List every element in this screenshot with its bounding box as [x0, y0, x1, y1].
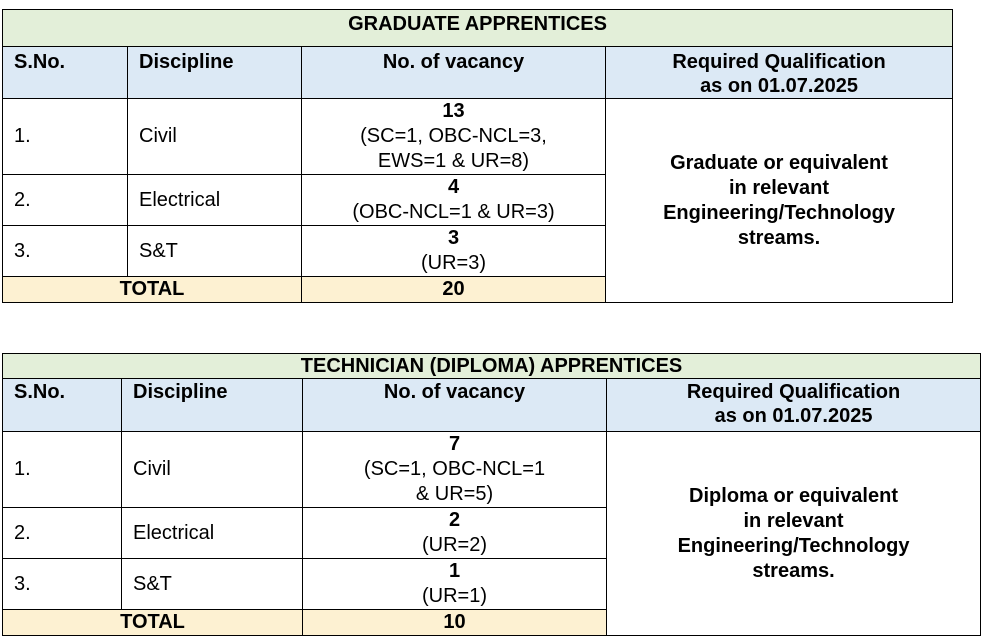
vacancy-count: 3: [447, 227, 460, 249]
header-qualification-line2: as on 01.07.2025: [714, 405, 873, 427]
row-sno: 3.: [3, 559, 122, 610]
table-title: GRADUATE APPRENTICES: [3, 10, 953, 47]
qualification-line: streams.: [737, 226, 821, 249]
row-vacancy: [303, 508, 607, 559]
header-sno: S.No.: [3, 47, 128, 99]
header-qualification: [607, 379, 981, 432]
header-vacancy: No. of vacancy: [302, 47, 606, 99]
graduate-apprentices-table: [2, 9, 953, 303]
vacancy-count: 2: [448, 509, 461, 531]
qualification-cell: [607, 432, 981, 636]
qualification-line: Engineering/Technology: [677, 534, 910, 557]
qualification-line: in relevant: [743, 509, 844, 532]
row-discipline: Electrical: [122, 508, 303, 559]
vacancy-breakdown: (SC=1, OBC-NCL=1: [363, 458, 546, 480]
row-discipline: Civil: [128, 99, 302, 175]
row-vacancy: [303, 432, 607, 508]
header-qualification-line1: Required Qualification: [686, 381, 901, 403]
row-sno: 2.: [3, 175, 128, 226]
vacancy-breakdown: & UR=5): [415, 483, 494, 505]
table-title: TECHNICIAN (DIPLOMA) APPRENTICES: [3, 354, 981, 379]
row-vacancy: [303, 559, 607, 610]
row-sno: 1.: [3, 99, 128, 175]
qualification-line: streams.: [752, 559, 835, 582]
header-sno: S.No.: [3, 379, 122, 432]
row-vacancy: [302, 99, 606, 175]
vacancy-breakdown: (UR=2): [421, 534, 487, 556]
row-discipline: Electrical: [128, 175, 302, 226]
header-qualification-line2: as on 01.07.2025: [700, 75, 858, 97]
row-vacancy: [302, 226, 606, 277]
header-vacancy: No. of vacancy: [303, 379, 607, 432]
total-label: TOTAL: [3, 610, 303, 636]
row-discipline: S&T: [128, 226, 302, 277]
total-value: 10: [303, 610, 607, 636]
row-discipline: S&T: [122, 559, 303, 610]
qualification-line: in relevant: [728, 176, 830, 199]
header-qualification: [606, 47, 953, 99]
table-row: [3, 432, 981, 508]
technician-apprentices-table: [2, 353, 981, 636]
table-row: [3, 99, 953, 175]
qualification-line: Graduate or equivalent: [670, 151, 888, 174]
vacancy-breakdown: (UR=3): [420, 252, 486, 274]
header-discipline: Discipline: [128, 47, 302, 99]
vacancy-breakdown: (OBC-NCL=1 & UR=3): [352, 201, 555, 223]
vacancy-breakdown: (UR=1): [421, 585, 487, 607]
vacancy-count: 13: [442, 100, 465, 122]
total-label: TOTAL: [3, 277, 302, 303]
qualification-line: Engineering/Technology: [663, 201, 895, 224]
header-discipline: Discipline: [122, 379, 303, 432]
row-sno: 2.: [3, 508, 122, 559]
vacancy-count: 1: [448, 560, 461, 582]
row-sno: 3.: [3, 226, 128, 277]
vacancy-breakdown: (SC=1, OBC-NCL=3,: [360, 125, 547, 147]
vacancy-count: 7: [448, 433, 461, 455]
qualification-cell: [606, 99, 953, 303]
qualification-line: Diploma or equivalent: [689, 484, 898, 507]
header-qualification-line1: Required Qualification: [672, 51, 886, 73]
row-sno: 1.: [3, 432, 122, 508]
total-value: 20: [302, 277, 606, 303]
vacancy-count: 4: [447, 176, 460, 198]
vacancy-breakdown: EWS=1 & UR=8): [377, 150, 530, 172]
row-discipline: Civil: [122, 432, 303, 508]
row-vacancy: [302, 175, 606, 226]
